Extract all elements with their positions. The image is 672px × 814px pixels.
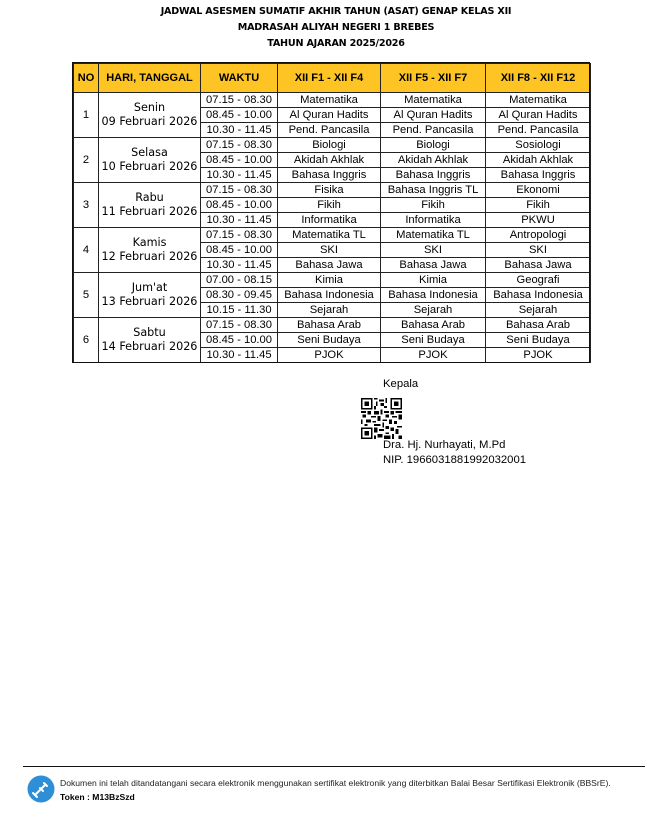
qr-code-icon: [361, 398, 402, 439]
session-time: 07.15 - 08.30: [201, 228, 278, 243]
row-number: 4: [74, 228, 99, 273]
day-date-cell: [99, 183, 201, 228]
subject-f1-f4: Bahasa Inggris: [278, 168, 381, 183]
col-header-no: NO: [74, 64, 99, 93]
subject-f8-f12: Antropologi: [486, 228, 591, 243]
subject-f5-f7: Al Quran Hadits: [381, 108, 486, 123]
col-header-f8-f12: XII F8 - XII F12: [486, 64, 591, 93]
row-number: 1: [74, 93, 99, 138]
table-row: [74, 318, 591, 333]
document-title: [0, 4, 672, 52]
subject-f1-f4: PJOK: [278, 348, 381, 363]
signer-name: Dra. Hj. Nurhayati, M.Pd: [383, 439, 506, 451]
day-name: Senin: [133, 101, 166, 114]
session-time: 10.30 - 11.45: [201, 123, 278, 138]
day-date-cell: [99, 318, 201, 363]
session-time: 08.45 - 10.00: [201, 333, 278, 348]
subject-f8-f12: Fikih: [486, 198, 591, 213]
exam-date: 14 Februari 2026: [101, 340, 198, 353]
subject-f5-f7: Bahasa Jawa: [381, 258, 486, 273]
col-header-f5-f7: XII F5 - XII F7: [381, 64, 486, 93]
subject-f8-f12: PJOK: [486, 348, 591, 363]
subject-f8-f12: Ekonomi: [486, 183, 591, 198]
bsre-pen-nib-icon: [27, 775, 55, 803]
subject-f8-f12: Seni Budaya: [486, 333, 591, 348]
row-number: 3: [74, 183, 99, 228]
subject-f1-f4: Akidah Akhlak: [278, 153, 381, 168]
subject-f8-f12: Sosiologi: [486, 138, 591, 153]
subject-f8-f12: Matematika: [486, 93, 591, 108]
day-date-cell: [99, 93, 201, 138]
exam-date: 13 Februari 2026: [101, 295, 198, 308]
subject-f8-f12: Al Quran Hadits: [486, 108, 591, 123]
subject-f1-f4: Biologi: [278, 138, 381, 153]
day-name: Sabtu: [133, 326, 166, 339]
day-name: Rabu: [135, 191, 164, 204]
day-name: Selasa: [131, 146, 168, 159]
subject-f1-f4: Seni Budaya: [278, 333, 381, 348]
subject-f5-f7: Matematika: [381, 93, 486, 108]
subject-f5-f7: Informatika: [381, 213, 486, 228]
title-line-3: TAHUN AJARAN 2025/2026: [267, 38, 405, 49]
session-time: 08.45 - 10.00: [201, 108, 278, 123]
subject-f8-f12: Sejarah: [486, 303, 591, 318]
session-time: 10.30 - 11.45: [201, 348, 278, 363]
esign-notice: Dokumen ini telah ditandatangani secara elektronik menggunakan sertifikat elektronik yang diterbitkan Balai Besar Sertifikasi Elektronik (BBSrE).: [60, 778, 611, 788]
exam-date: 12 Februari 2026: [101, 250, 198, 263]
session-time: 10.30 - 11.45: [201, 213, 278, 228]
token-label: Token : M13BzSzd: [60, 792, 135, 802]
subject-f8-f12: PKWU: [486, 213, 591, 228]
subject-f5-f7: Bahasa Inggris: [381, 168, 486, 183]
subject-f1-f4: Pend. Pancasila: [278, 123, 381, 138]
exam-date: 11 Februari 2026: [101, 205, 198, 218]
subject-f8-f12: Geografi: [486, 273, 591, 288]
exam-date: 09 Februari 2026: [101, 115, 198, 128]
subject-f8-f12: Akidah Akhlak: [486, 153, 591, 168]
table-row: [74, 138, 591, 153]
session-time: 07.00 - 08.15: [201, 273, 278, 288]
subject-f1-f4: Matematika: [278, 93, 381, 108]
title-line-1: JADWAL ASESMEN SUMATIF AKHIR TAHUN (ASAT) GENAP KELAS XII: [160, 6, 512, 17]
subject-f8-f12: Bahasa Jawa: [486, 258, 591, 273]
subject-f8-f12: SKI: [486, 243, 591, 258]
subject-f1-f4: Bahasa Indonesia: [278, 288, 381, 303]
footer-divider: [23, 766, 645, 767]
row-number: 2: [74, 138, 99, 183]
session-time: 07.15 - 08.30: [201, 138, 278, 153]
subject-f1-f4: Al Quran Hadits: [278, 108, 381, 123]
subject-f1-f4: Matematika TL: [278, 228, 381, 243]
table-header-row: [74, 64, 591, 93]
subject-f1-f4: Fisika: [278, 183, 381, 198]
row-number: 6: [74, 318, 99, 363]
session-time: 08.45 - 10.00: [201, 198, 278, 213]
subject-f5-f7: Kimia: [381, 273, 486, 288]
subject-f1-f4: Sejarah: [278, 303, 381, 318]
subject-f1-f4: Kimia: [278, 273, 381, 288]
subject-f5-f7: Seni Budaya: [381, 333, 486, 348]
subject-f1-f4: Informatika: [278, 213, 381, 228]
subject-f1-f4: Bahasa Jawa: [278, 258, 381, 273]
session-time: 07.15 - 08.30: [201, 183, 278, 198]
session-time: 10.30 - 11.45: [201, 258, 278, 273]
col-header-day-date: HARI, TANGGAL: [99, 64, 201, 93]
session-time: 10.15 - 11.30: [201, 303, 278, 318]
subject-f8-f12: Pend. Pancasila: [486, 123, 591, 138]
day-date-cell: [99, 273, 201, 318]
session-time: 10.30 - 11.45: [201, 168, 278, 183]
subject-f5-f7: Bahasa Inggris TL: [381, 183, 486, 198]
subject-f5-f7: Matematika TL: [381, 228, 486, 243]
session-time: 08.45 - 10.00: [201, 153, 278, 168]
col-header-f1-f4: XII F1 - XII F4: [278, 64, 381, 93]
session-time: 08.30 - 09.45: [201, 288, 278, 303]
session-time: 07.15 - 08.30: [201, 93, 278, 108]
subject-f5-f7: SKI: [381, 243, 486, 258]
subject-f5-f7: Sejarah: [381, 303, 486, 318]
subject-f5-f7: Bahasa Indonesia: [381, 288, 486, 303]
day-date-cell: [99, 228, 201, 273]
title-line-2: MADRASAH ALIYAH NEGERI 1 BREBES: [237, 22, 435, 33]
day-name: Jum'at: [131, 281, 168, 294]
table-row: [74, 273, 591, 288]
subject-f5-f7: Pend. Pancasila: [381, 123, 486, 138]
row-number: 5: [74, 273, 99, 318]
session-time: 08.45 - 10.00: [201, 243, 278, 258]
signer-nip: NIP. 1966031881992032001: [383, 454, 527, 466]
subject-f5-f7: PJOK: [381, 348, 486, 363]
subject-f5-f7: Fikih: [381, 198, 486, 213]
session-time: 07.15 - 08.30: [201, 318, 278, 333]
subject-f8-f12: Bahasa Inggris: [486, 168, 591, 183]
col-header-time: WAKTU: [201, 64, 278, 93]
day-date-cell: [99, 138, 201, 183]
signer-role: Kepala: [383, 378, 419, 390]
subject-f1-f4: Bahasa Arab: [278, 318, 381, 333]
subject-f5-f7: Akidah Akhlak: [381, 153, 486, 168]
table-row: [74, 93, 591, 108]
subject-f1-f4: Fikih: [278, 198, 381, 213]
subject-f5-f7: Bahasa Arab: [381, 318, 486, 333]
day-name: Kamis: [132, 236, 167, 249]
exam-date: 10 Februari 2026: [101, 160, 198, 173]
table-row: [74, 228, 591, 243]
subject-f8-f12: Bahasa Arab: [486, 318, 591, 333]
subject-f8-f12: Bahasa Indonesia: [486, 288, 591, 303]
subject-f1-f4: SKI: [278, 243, 381, 258]
table-row: [74, 183, 591, 198]
subject-f5-f7: Biologi: [381, 138, 486, 153]
exam-schedule-table: [73, 63, 591, 363]
